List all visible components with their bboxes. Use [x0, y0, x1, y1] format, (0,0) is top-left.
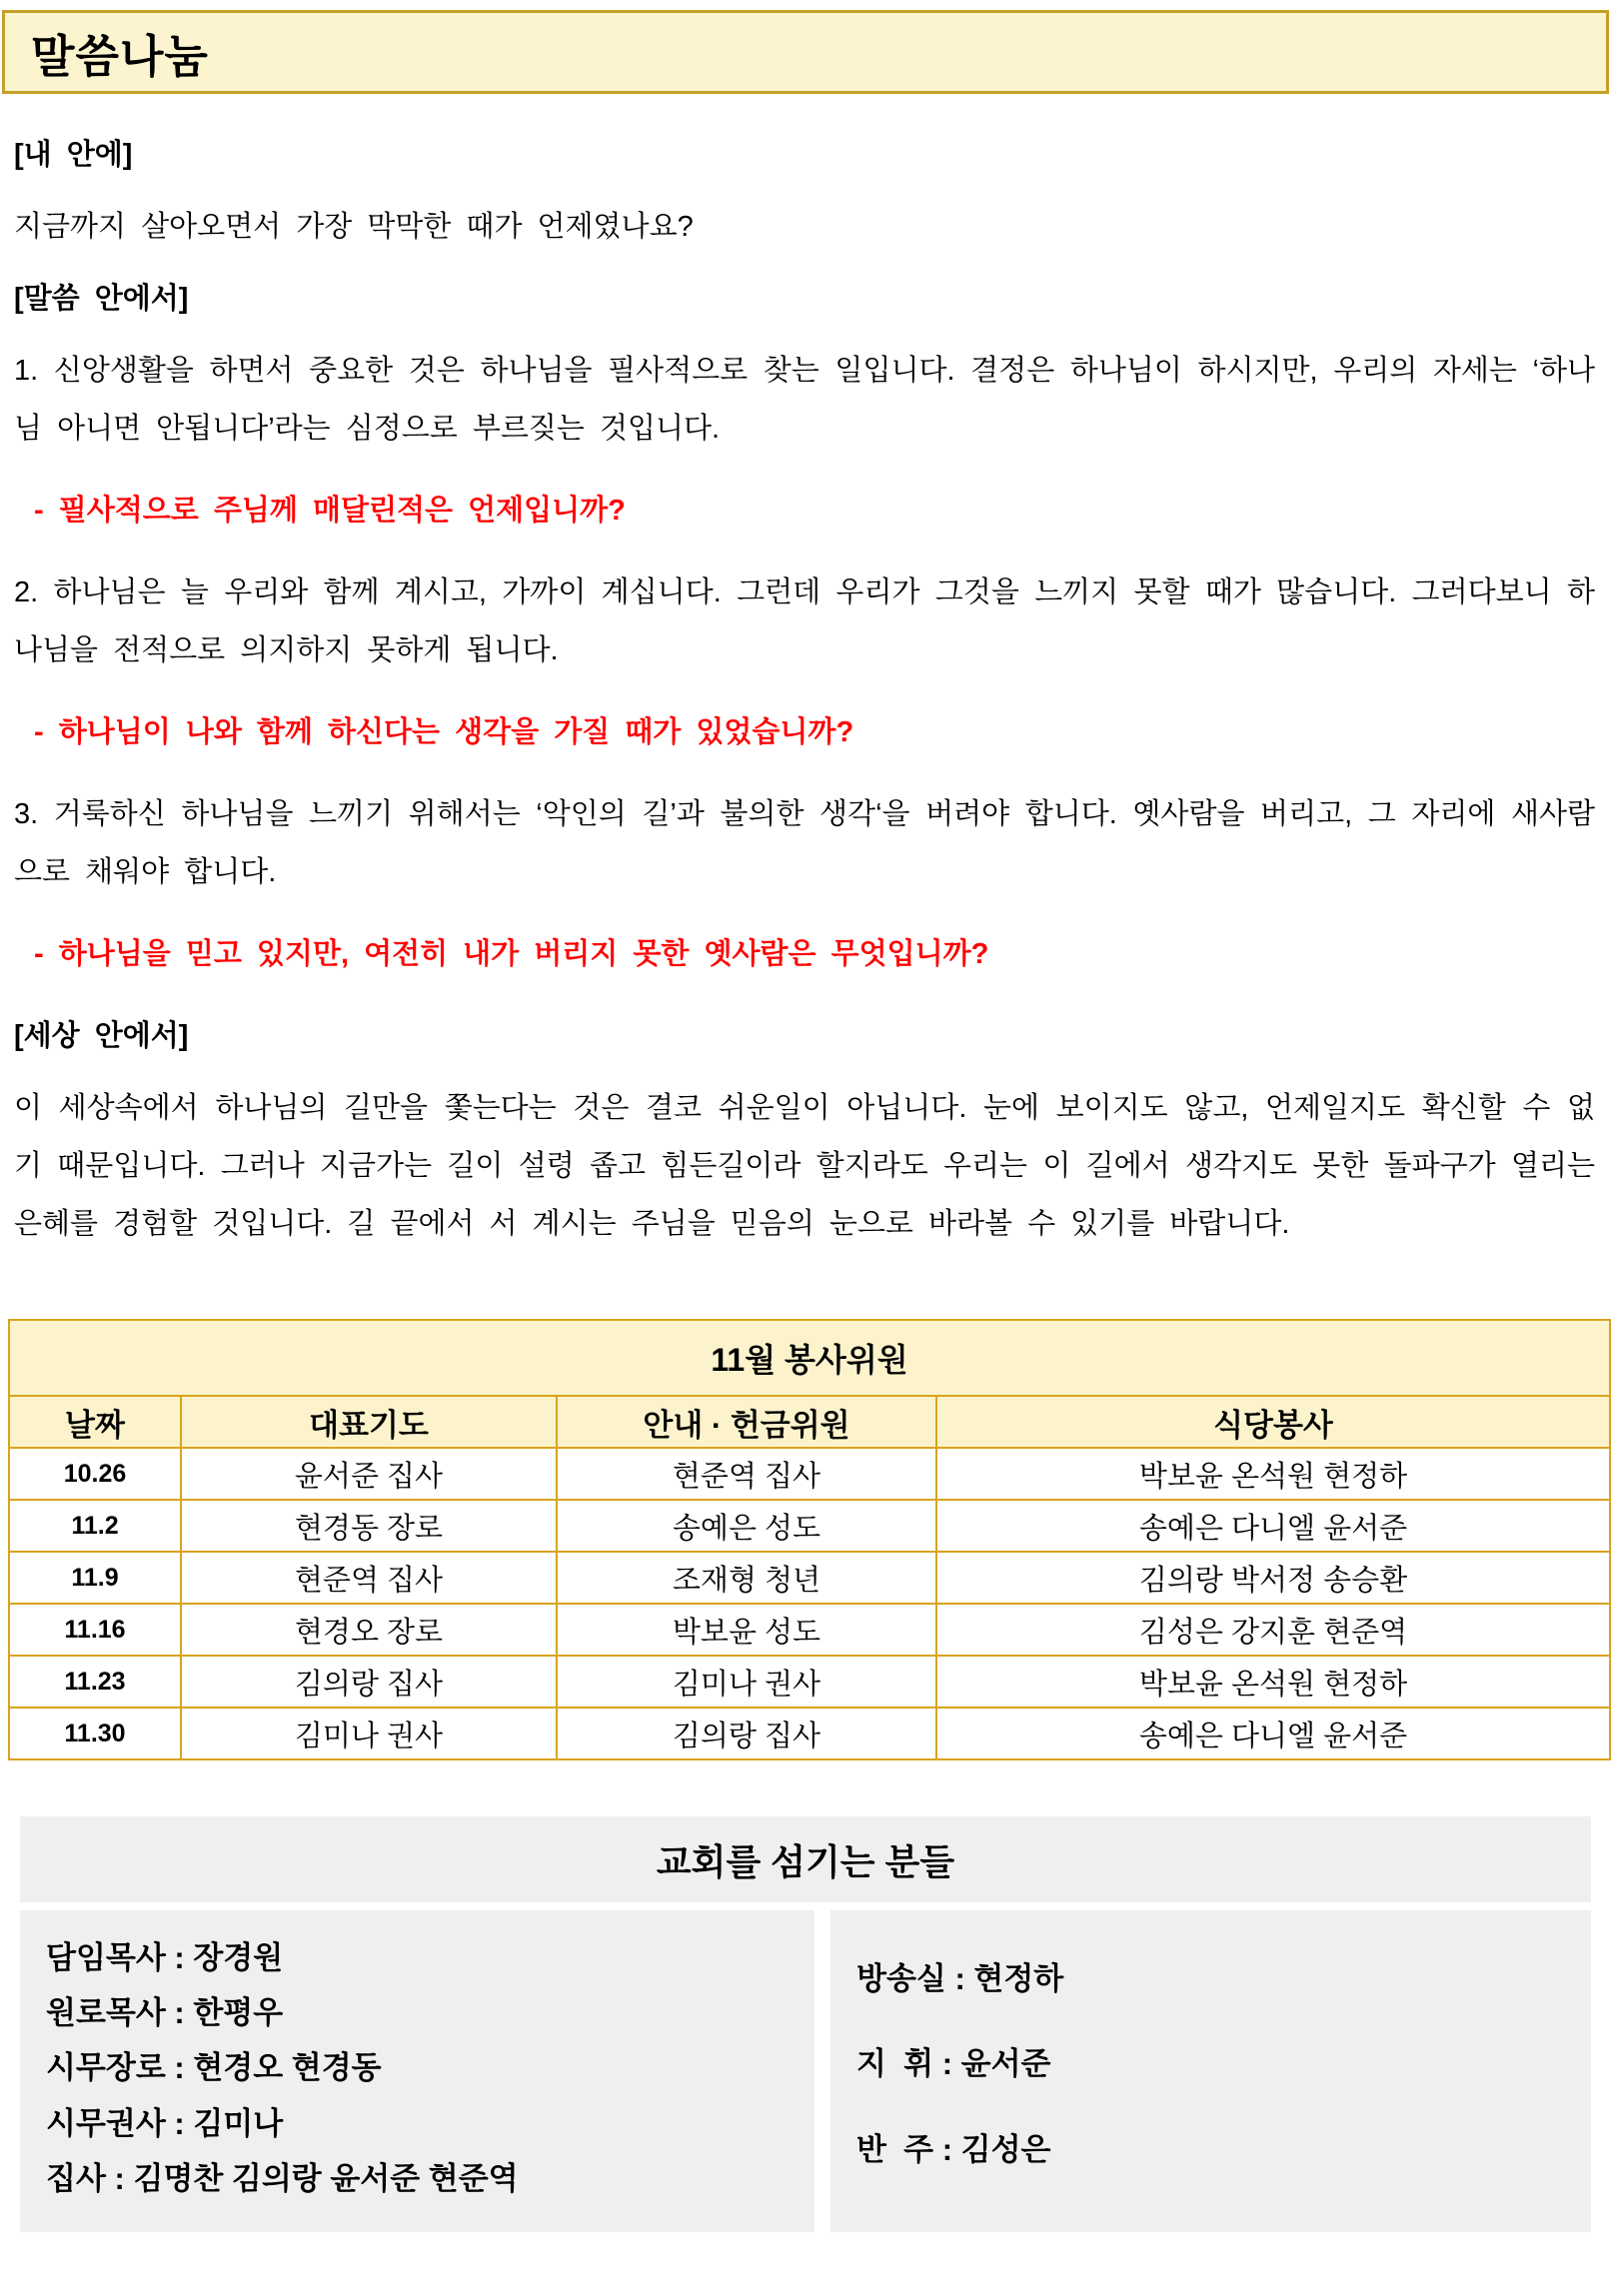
table-row	[9, 1656, 1610, 1708]
text-block: [말씀 안에서]	[14, 283, 189, 315]
servants-section	[20, 1816, 1591, 2232]
column-header: 대표기도	[181, 1396, 557, 1448]
text-block: 1. 신앙생활을 하면서 중요한 것은 하나님을 필사적으로 찾는 일입니다. 결정은 하나님이 하시지만, 우리의 자세는 ‘하나님 아니면 안됩니다’라는 심정으로 부르짖는 것입니다.	[14, 355, 1595, 445]
table-row	[9, 1448, 1610, 1500]
kitchen-service-cell: 김성은 강지훈 현준역	[936, 1604, 1610, 1656]
kitchen-service-cell: 박보윤 온석원 현정하	[936, 1448, 1610, 1500]
servants-right-column	[830, 1910, 1591, 2232]
table-row	[9, 1604, 1610, 1656]
column-header: 안내 · 헌금위원	[557, 1396, 936, 1448]
kitchen-service-cell: 박보윤 온석원 현정하	[936, 1656, 1610, 1708]
table-title: 11월 봉사위원	[9, 1320, 1610, 1396]
servant-line: 시무권사 : 김미나	[46, 2105, 284, 2141]
servant-line: 반 주 : 김성은	[856, 2131, 1051, 2167]
date-cell: 11.23	[9, 1656, 181, 1708]
table-row	[9, 1552, 1610, 1604]
usher-offering-cell: 박보윤 성도	[557, 1604, 936, 1656]
text-block: 2. 하나님은 늘 우리와 함께 계시고, 가까이 계십니다. 그런데 우리가 그것을 느끼지 못할 때가 많습니다. 그러다보니 하나님을 전적으로 의지하지 못하게 됩니다.	[14, 576, 1595, 666]
usher-offering-cell: 현준역 집사	[557, 1448, 936, 1500]
prayer-cell: 현경오 장로	[181, 1604, 557, 1656]
table-row	[9, 1708, 1610, 1759]
column-header: 날짜	[9, 1396, 181, 1448]
text-block: [내 안에]	[14, 139, 133, 171]
servants-columns	[20, 1910, 1591, 2232]
text-block: 3. 거룩하신 하나님을 느끼기 위해서는 ‘악인의 길’과 불의한 생각‘을 버려야 합니다. 옛사람을 버리고, 그 자리에 새사람으로 채워야 합니다.	[14, 798, 1595, 888]
text-block: [세상 안에서]	[14, 1020, 189, 1052]
servants-title: 교회를 섬기는 분들	[20, 1816, 1591, 1902]
usher-offering-cell: 김의랑 집사	[557, 1708, 936, 1759]
table-header-row	[9, 1396, 1610, 1448]
servant-line: 방송실 : 현정하	[856, 1961, 1064, 1996]
servant-line: 원로목사 : 한평우	[46, 1995, 284, 2031]
text-block: 이 세상속에서 하나님의 길만을 쫓는다는 것은 결코 쉬운일이 아닙니다. 눈에 보이지도 않고, 언제일지도 확신할 수 없기 때문입니다. 그러나 지금가는 길이 설령 좁고 힘든길이라 할지라도 우리는 이 길에서 생각지도 못한 돌파구가 열리는 은혜를 경험할 것입니다. 길 끝에서 서 계시는 주님을 믿음의 눈으로 바라볼 수 있기를 바랍니다.	[14, 1092, 1595, 1240]
servant-line: 집사 : 김명찬 김의랑 윤서준 현준역	[46, 2160, 519, 2196]
text-block: - 하나님을 믿고 있지만, 여전히 내가 버리지 못한 옛사람은 무엇입니까?	[34, 938, 989, 970]
page-title-bar	[2, 10, 1609, 94]
prayer-cell: 현경동 장로	[181, 1500, 557, 1552]
bulletin-page	[0, 10, 1611, 2296]
text-block: 지금까지 살아오면서 가장 막막한 때가 언제였나요?	[14, 211, 694, 243]
usher-offering-cell: 김미나 권사	[557, 1656, 936, 1708]
usher-offering-cell: 조재형 청년	[557, 1552, 936, 1604]
prayer-cell: 윤서준 집사	[181, 1448, 557, 1500]
text-block: - 하나님이 나와 함께 하신다는 생각을 가질 때가 있었습니까?	[34, 716, 854, 748]
servants-left-column	[20, 1910, 814, 2232]
prayer-cell: 김미나 권사	[181, 1708, 557, 1759]
sharing-content	[0, 94, 1611, 1253]
date-cell: 11.30	[9, 1708, 181, 1759]
date-cell: 11.9	[9, 1552, 181, 1604]
date-cell: 10.26	[9, 1448, 181, 1500]
page-title: 말씀나눔	[31, 30, 209, 82]
table-row	[9, 1500, 1610, 1552]
text-block: - 필사적으로 주님께 매달린적은 언제입니까?	[34, 495, 626, 527]
servant-line: 시무장로 : 현경오 현경동	[46, 2050, 382, 2086]
date-cell: 11.16	[9, 1604, 181, 1656]
kitchen-service-cell: 송예은 다니엘 윤서준	[936, 1708, 1610, 1759]
prayer-cell: 김의랑 집사	[181, 1656, 557, 1708]
servant-line: 지 휘 : 윤서준	[856, 2046, 1051, 2082]
volunteer-table	[8, 1319, 1611, 1760]
date-cell: 11.2	[9, 1500, 181, 1552]
table-title-row	[9, 1320, 1610, 1396]
servant-line: 담임목사 : 장경원	[46, 1940, 284, 1975]
prayer-cell: 현준역 집사	[181, 1552, 557, 1604]
usher-offering-cell: 송예은 성도	[557, 1500, 936, 1552]
column-header: 식당봉사	[936, 1396, 1610, 1448]
kitchen-service-cell: 김의랑 박서정 송승환	[936, 1552, 1610, 1604]
kitchen-service-cell: 송예은 다니엘 윤서준	[936, 1500, 1610, 1552]
